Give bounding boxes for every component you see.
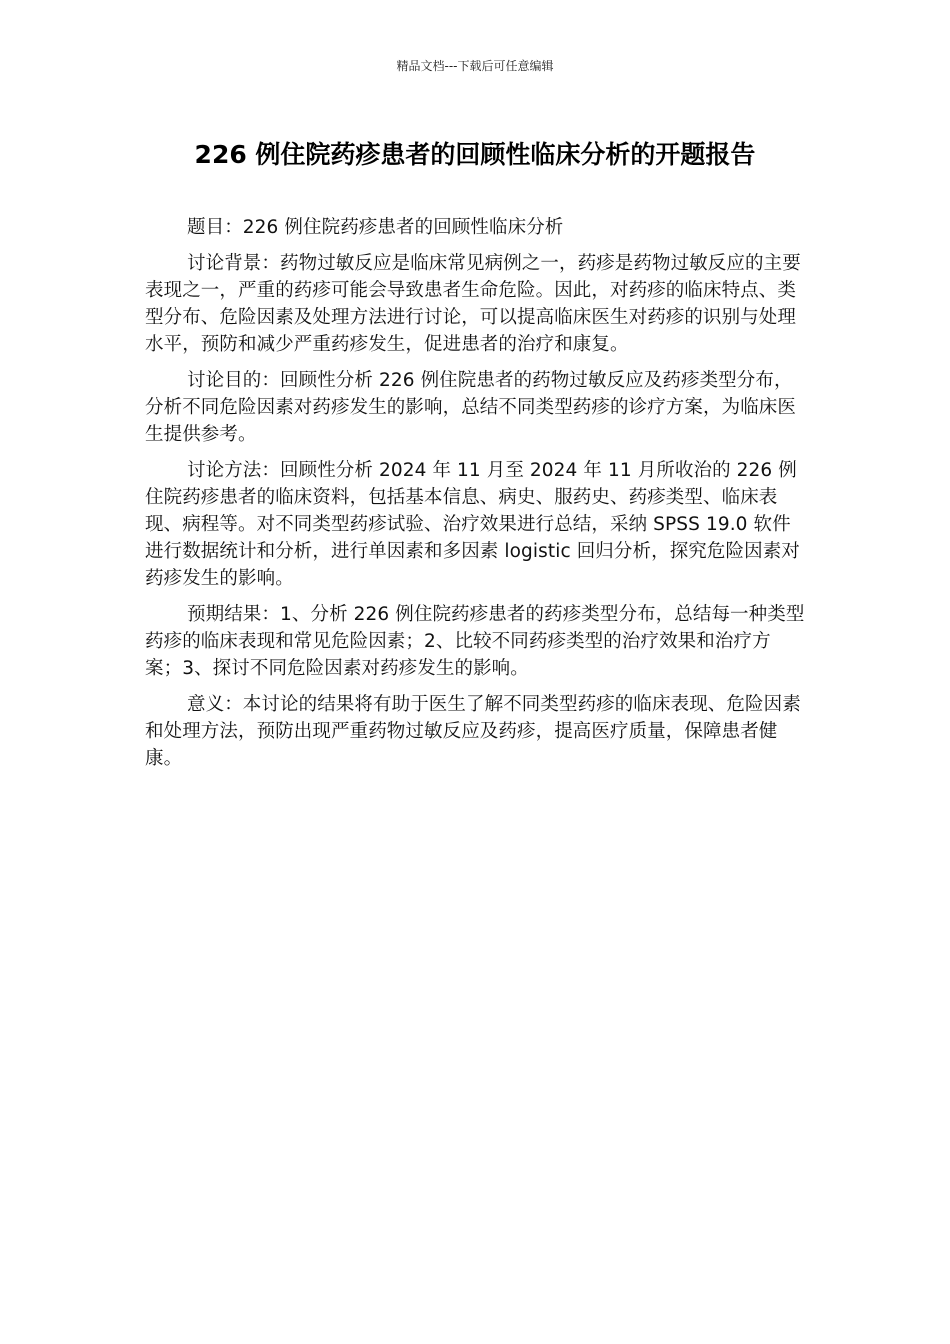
- paragraph-purpose: 讨论目的：回顾性分析 226 例住院患者的药物过敏反应及药疹类型分布，分析不同危险因素对药疹发生的影响，总结不同类型药疹的诊疗方案，为临床医生提供参考。: [145, 370, 797, 445]
- document-body: [145, 214, 805, 781]
- header-note: 精品文档---下载后可任意编辑: [396, 59, 554, 73]
- paragraph-significance: 意义：本讨论的结果将有助于医生了解不同类型药疹的临床表现、危险因素和处理方法，预防出现严重药物过敏反应及药疹，提高医疗质量，保障患者健康。: [145, 694, 801, 769]
- paragraph-expected-results: 预期结果：1、分析 226 例住院药疹患者的药疹类型分布，总结每一种类型药疹的临床表现和常见危险因素；2、比较不同药疹类型的治疗效果和治疗方案；3、探讨不同危险因素对药疹发生的影响。: [145, 604, 805, 679]
- paragraph-topic: 题目：226 例住院药疹患者的回顾性临床分析: [187, 217, 564, 238]
- document-title: 226 例住院药疹患者的回顾性临床分析的开题报告: [194, 140, 756, 169]
- paragraph-methods: 讨论方法：回顾性分析 2024 年 11 月至 2024 年 11 月所收治的 226 例住院药疹患者的临床资料，包括基本信息、病史、服药史、药疹类型、临床表现、病程等。对不同类型药疹试验、治疗效果进行总结，采纳 SPSS 19.0 软件进行数据统计和分析，进行单因素和多因素 logistic 回归分析，探究危险因素对药疹发生的影响。: [145, 460, 800, 589]
- paragraph-background: 讨论背景：药物过敏反应是临床常见病例之一，药疹是药物过敏反应的主要表现之一，严重的药疹可能会导致患者生命危险。因此，对药疹的临床特点、类型分布、危险因素及处理方法进行讨论，可以提高临床医生对药疹的识别与处理水平，预防和减少严重药疹发生，促进患者的治疗和康复。: [145, 253, 801, 355]
